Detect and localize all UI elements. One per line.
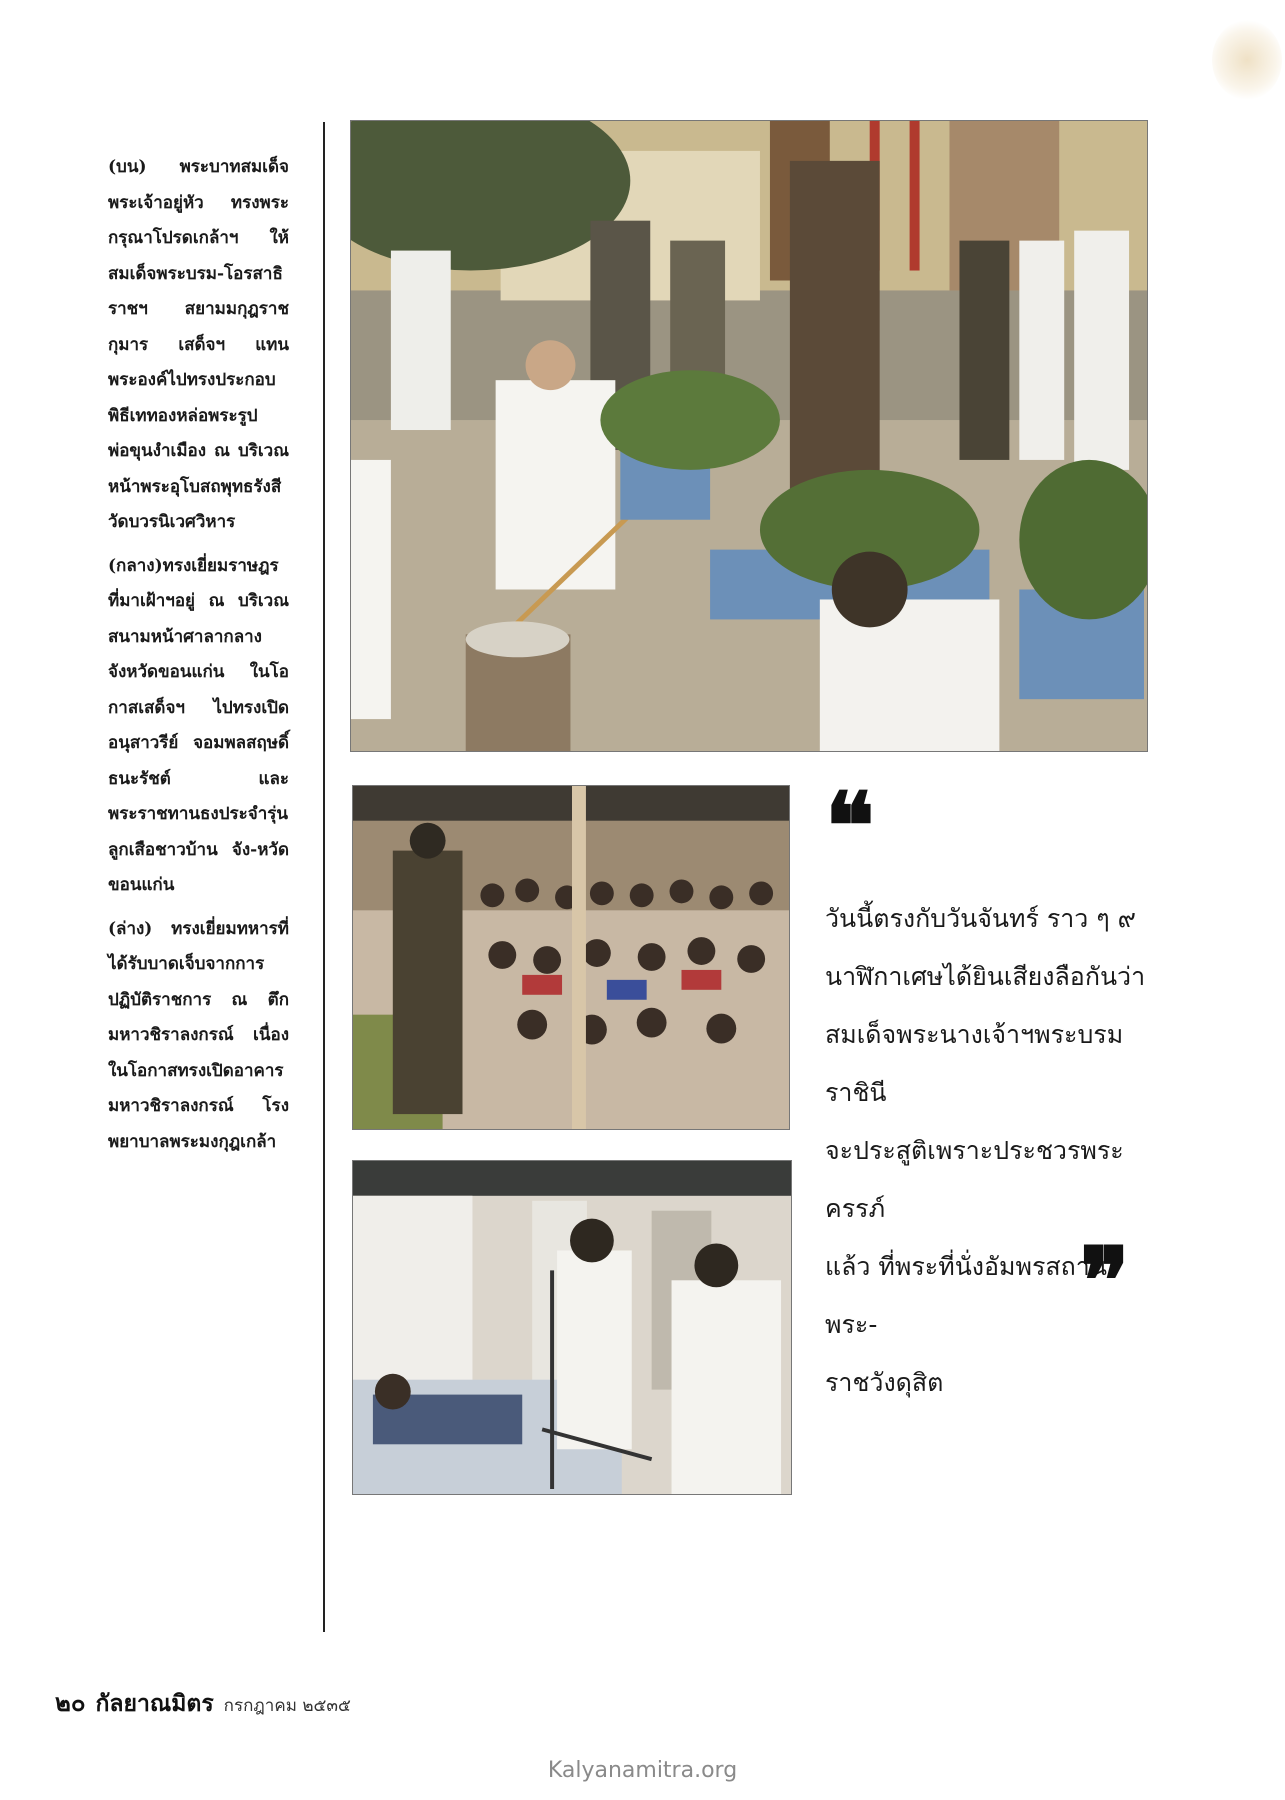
quote-line: นาฬิกาเศษได้ยินเสียงลือกันว่า	[825, 962, 1146, 991]
page-footer	[55, 1683, 351, 1722]
caption-middle: (กลาง)ทรงเยี่ยมราษฎรที่มาเฝ้าฯอยู่ ณ บริเวณสนามหน้าศาลากลางจังหวัดขอนแก่น ในโอกาสเสด็จฯ ไปทรงเปิดอนุสาวรีย์ จอมพลสฤษดิ์ ธนะรัชต์ และพระราชทานธงประจำรุ่นลูกเสือชาวบ้าน จัง-หวัดขอนแก่น	[108, 555, 289, 895]
quote-line: วันนี้ตรงกับวันจันทร์ ราว ๆ ๙	[825, 904, 1136, 933]
magazine-title: กัลยาณมิตร	[95, 1691, 214, 1717]
caption-top: (บน) พระบาทสมเด็จพระเจ้าอยู่หัว ทรงพระกรุณาโปรดเกล้าฯ ให้สมเด็จพระบรม-โอรสาธิราชฯ สยามมกุฎราชกุมาร เสด็จฯ แทนพระองค์ไปทรงประกอบพิธีเททองหล่อพระรูป พ่อขุนงำเมือง ณ บริเวณหน้าพระอุโบสถพุทธรังสี วัดบวรนิเวศวิหาร	[108, 157, 289, 532]
photo-ceremony	[350, 120, 1148, 752]
photo-hospital	[352, 1160, 792, 1495]
quote-line: จะประสูติเพราะประชวรพระครรภ์	[825, 1136, 1124, 1223]
quote-close-mark: ❞	[1080, 1227, 1130, 1335]
paper-stain	[1212, 20, 1282, 100]
column-divider	[323, 122, 325, 1632]
quote-line: ราชวังดุสิต	[825, 1368, 944, 1397]
quote-open-mark: ❝	[825, 772, 875, 880]
quote-line: สมเด็จพระนางเจ้าฯพระบรมราชินี	[825, 1020, 1124, 1107]
issue-date: กรกฎาคม ๒๕๓๕	[223, 1696, 351, 1716]
page-number: ๒๐	[55, 1689, 86, 1717]
photo-captions	[108, 150, 289, 1168]
source-watermark: Kalyanamitra.org	[547, 1758, 738, 1783]
quote-line: แล้ว ที่พระที่นั่งอัมพรสถาน พระ-	[825, 1252, 1107, 1339]
caption-bottom: (ล่าง) ทรงเยี่ยมทหารที่ได้รับบาดเจ็บจากการปฏิบัติราชการ ณ ตึกมหาวชิราลงกรณ์ เนื่องในโอกาสทรงเปิดอาคารมหาวชิราลงกรณ์ โรงพยาบาลพระมงกุฎเกล้า	[108, 918, 289, 1152]
photo-crowd	[352, 785, 790, 1130]
